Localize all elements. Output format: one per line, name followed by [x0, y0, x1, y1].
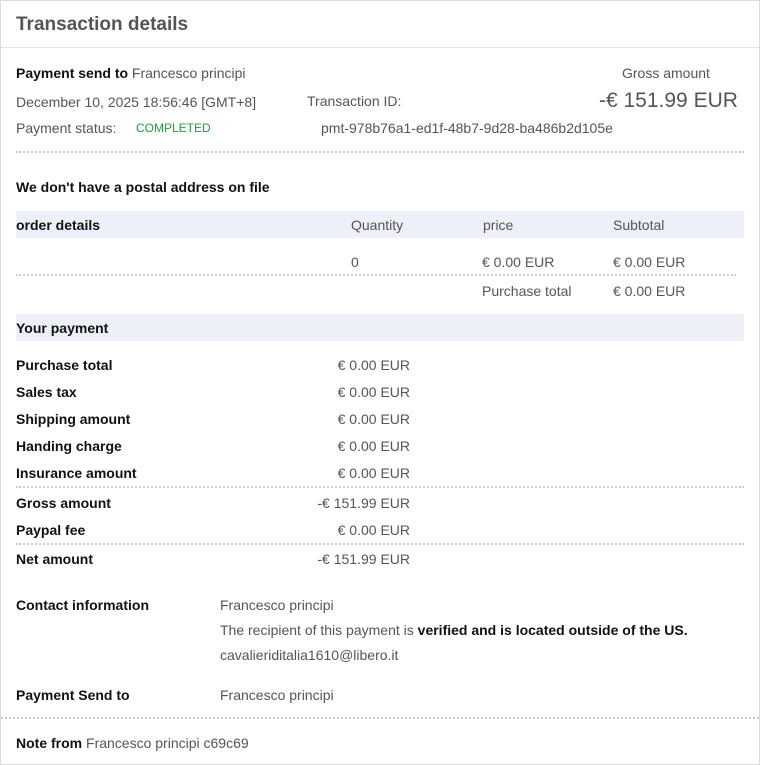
- purchase-total-label: Purchase total: [482, 283, 572, 299]
- transaction-date: December 10, 2025 18:56:46 [GMT+8]: [16, 94, 257, 110]
- order-details-header: order details: [16, 217, 101, 233]
- order-subtotal: € 0.00 EUR: [613, 254, 686, 270]
- your-payment-heading: Your payment: [16, 320, 109, 336]
- payment-send-to: [16, 65, 246, 81]
- payment-send-to-value: Francesco principi: [131, 65, 246, 81]
- price-header: price: [483, 217, 514, 233]
- divider: [16, 543, 744, 545]
- your-payment-band: [16, 314, 744, 341]
- handling-charge-value: € 0.00 EUR: [337, 438, 410, 454]
- contact-name: Francesco principi: [220, 597, 334, 613]
- insurance-amount-label: Insurance amount: [16, 465, 137, 481]
- recipient-verification-line: [220, 622, 688, 638]
- purchase-total-value: € 0.00 EUR: [613, 283, 686, 299]
- postal-address-note: We don't have a postal address on file: [16, 179, 270, 195]
- note-from-value: Francesco principi c69c69: [86, 735, 249, 751]
- divider: [16, 486, 744, 488]
- payment-send-to-footer-value: Francesco principi: [220, 687, 334, 703]
- net-amount-label: Net amount: [16, 551, 93, 567]
- contact-email[interactable]: cavalieriditalia1610@libero.it: [220, 647, 399, 663]
- shipping-amount-label: Shipping amount: [16, 411, 131, 427]
- payment-send-to-label: Payment send to: [16, 65, 129, 81]
- note-from: [16, 735, 249, 751]
- transaction-id-label: Transaction ID:: [307, 93, 402, 109]
- status-badge: COMPLETED: [136, 121, 211, 135]
- payment-status-label: Payment status:: [16, 120, 117, 136]
- handling-charge-label: Handing charge: [16, 438, 122, 454]
- divider: [1, 717, 759, 719]
- sales-tax-label: Sales tax: [16, 384, 77, 400]
- divider: [1, 47, 759, 48]
- note-from-label: Note from: [16, 735, 83, 751]
- purchase-total-row-label: Purchase total: [16, 357, 113, 373]
- order-quantity: 0: [351, 254, 359, 270]
- sales-tax-value: € 0.00 EUR: [337, 384, 410, 400]
- gross-amount-row-value: -€ 151.99 EUR: [317, 495, 410, 511]
- gross-amount-row-label: Gross amount: [16, 495, 111, 511]
- shipping-amount-value: € 0.00 EUR: [337, 411, 410, 427]
- recipient-verification-status: verified and is located outside of the US.: [417, 622, 688, 638]
- quantity-header: Quantity: [351, 217, 404, 233]
- contact-information-label: Contact information: [16, 597, 149, 613]
- net-amount-value: -€ 151.99 EUR: [317, 551, 410, 567]
- divider: [16, 151, 744, 153]
- gross-amount-label: Gross amount: [622, 65, 710, 81]
- gross-amount-value: -€ 151.99 EUR: [599, 89, 738, 112]
- recipient-verification-prefix: The recipient of this payment is: [220, 622, 418, 638]
- page-title: Transaction details: [16, 14, 189, 35]
- paypal-fee-label: Paypal fee: [16, 522, 86, 538]
- subtotal-header: Subtotal: [613, 217, 665, 233]
- divider: [16, 274, 736, 276]
- insurance-amount-value: € 0.00 EUR: [337, 465, 410, 481]
- purchase-total-row-value: € 0.00 EUR: [337, 357, 410, 373]
- order-price: € 0.00 EUR: [482, 254, 555, 270]
- payment-send-to-footer-label: Payment Send to: [16, 687, 130, 703]
- paypal-fee-value: € 0.00 EUR: [337, 522, 410, 538]
- transaction-id-value[interactable]: pmt-978b76a1-ed1f-48b7-9d28-ba486b2d105e: [321, 120, 613, 136]
